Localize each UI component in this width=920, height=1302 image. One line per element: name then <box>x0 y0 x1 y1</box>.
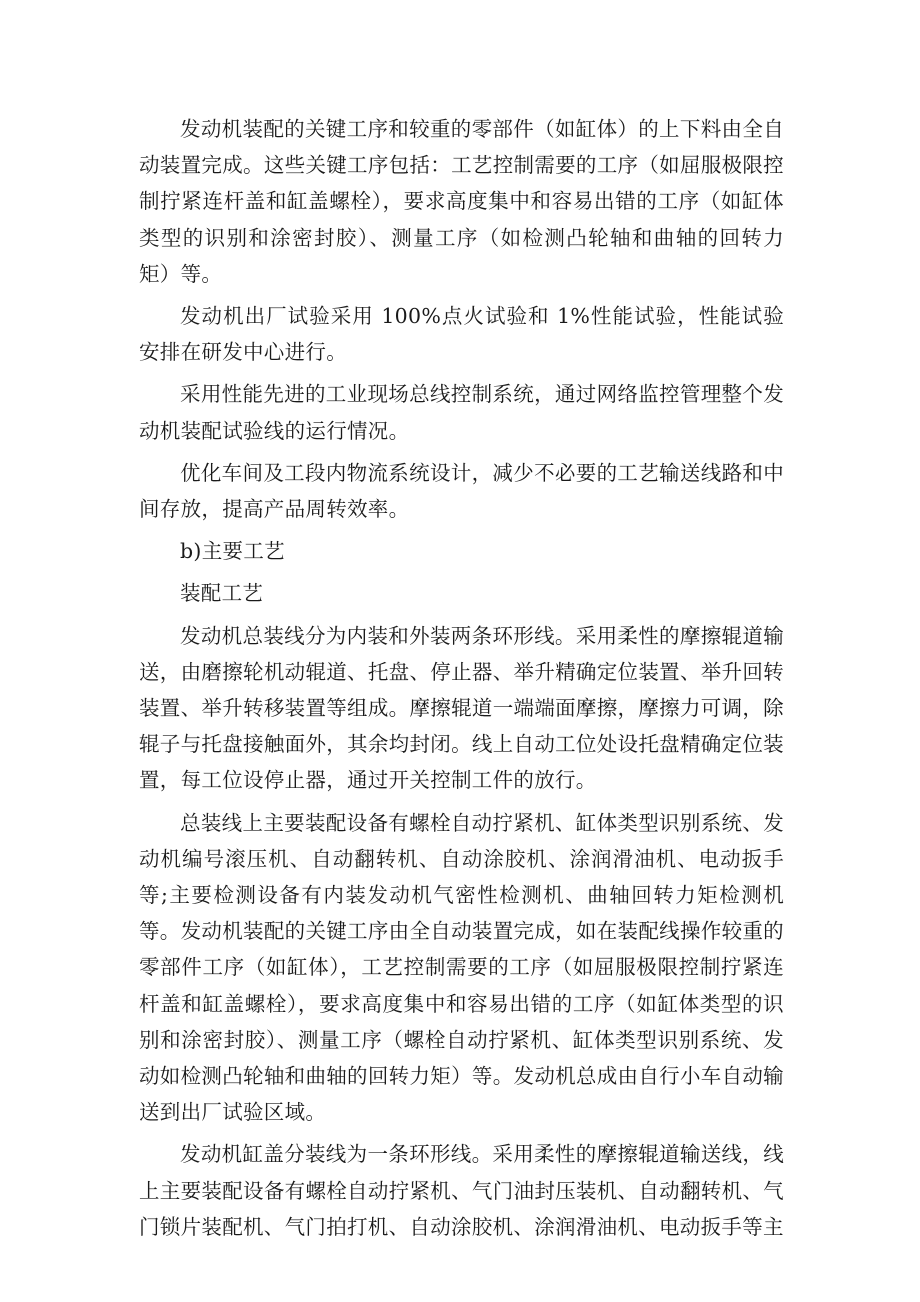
paragraph-logistics: 优化车间及工段内物流系统设计，减少不必要的工艺输送线路和中间存放，提高产品周转效率。 <box>139 460 784 522</box>
paragraph-factory-test: 发动机出厂试验采用 100%点火试验和 1%性能试验，性能试验安排在研发中心进行。 <box>139 304 784 365</box>
paragraph-assembly-line: 发动机总装线分为内装和外装两条环形线。采用柔性的摩擦辊道输送，由磨擦轮机动辊道、托盘、停止器、举升精确定位装置、举升回转装置、举升转移装置等组成。摩擦辊道一端端面摩擦，摩擦力可调，除辊子与托盘接触面外，其余均封闭。线上自动工位处设托盘精确定位装置，每工位设停止器，通过开关控制工件的放行。 <box>139 623 784 793</box>
paragraph-fieldbus-control: 采用性能先进的工业现场总线控制系统，通过网络监控管理整个发动机装配试验线的运行情况。 <box>139 382 784 443</box>
section-heading-main-process: b)主要工艺 <box>180 539 285 564</box>
paragraph-cylinder-head-line: 发动机缸盖分装线为一条环形线。采用柔性的摩擦辊道输送线，线上主要装配设备有螺栓自动拧紧机、气门油封压装机、自动翻转机、气门锁片装配机、气门拍打机、自动涂胶机、涂润滑油机、电动扳手等主 <box>139 1142 784 1239</box>
paragraph-key-processes: 发动机装配的关键工序和较重的零部件（如缸体）的上下料由全自动装置完成。这些关键工序包括：工艺控制需要的工序（如屈服极限控制拧紧连杆盖和缸盖螺栓），要求高度集中和容易出错的工序（如缸体类型的识别和涂密封胶）、测量工序（如检测凸轮轴和曲轴的回转力矩）等。 <box>139 117 784 286</box>
body-text <box>139 111 784 1245</box>
subsection-heading-assembly: 装配工艺 <box>180 581 264 606</box>
paragraph-assembly-equipment: 总装线上主要装配设备有螺栓自动拧紧机、缸体类型识别系统、发动机编号滚压机、自动翻转机、自动涂胶机、涂润滑油机、电动扳手等;主要检测设备有内装发动机气密性检测机、曲轴回转力矩检测机等。发动机装配的关键工序由全自动装置完成，如在装配线操作较重的零部件工序（如缸体），工艺控制需要的工序（如屈服极限控制拧紧连杆盖和缸盖螺栓），要求高度集中和容易出错的工序（如缸体类型的识别和涂密封胶）、测量工序（螺栓自动拧紧机、缸体类型识别系统、发动如检测凸轮轴和曲轴的回转力矩）等。发动机总成由自行小车自动输送到出厂试验区域。 <box>139 810 784 1125</box>
